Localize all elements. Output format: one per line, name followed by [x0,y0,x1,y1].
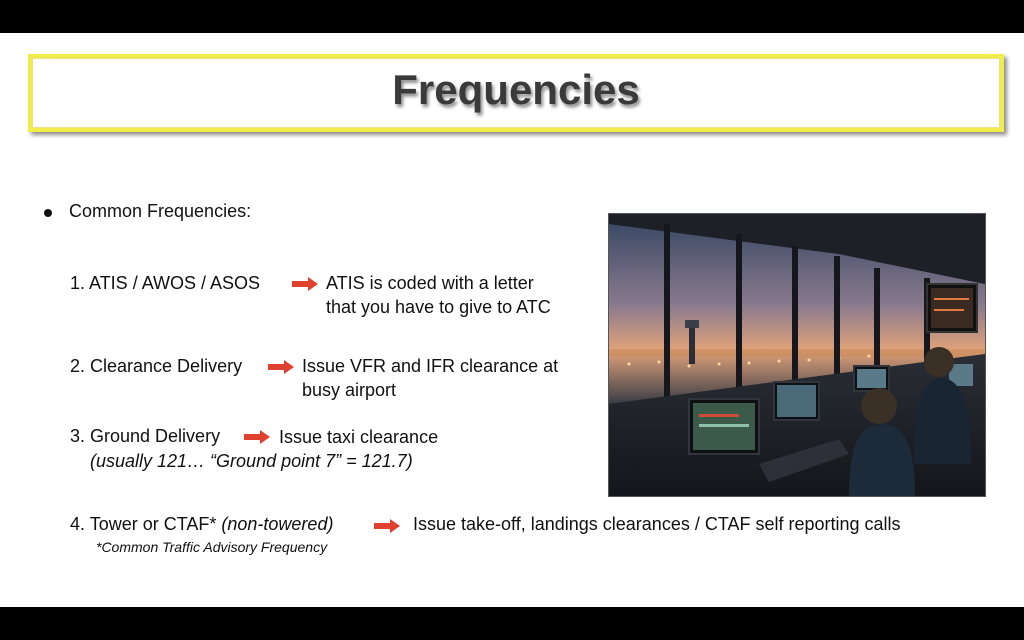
item-1-desc-line1: ATIS is coded with a letter [326,273,534,293]
letterbox-top [0,0,1024,33]
item-2-label: 2. Clearance Delivery [70,356,243,376]
slide-title: Frequencies [392,66,640,113]
item-3-note: (usually 121… “Ground point 7” = 121.7) [90,451,413,471]
item-3-desc: Issue taxi clearance [279,427,439,447]
slide [0,33,1024,607]
red-arrow-icon [244,430,270,444]
item-4-label-main: 4. Tower or CTAF* [70,514,217,534]
item-2-desc-line2: busy airport [302,380,397,400]
item-4-footnote: *Common Traffic Advisory Frequency [96,539,328,555]
item-4-label [70,514,333,535]
red-arrow-icon [268,360,294,374]
letterbox-bottom [0,607,1024,640]
bullet-dot [44,209,52,217]
control-tower-illustration [609,214,985,496]
bullet-heading: Common Frequencies: [69,201,252,221]
red-arrow-icon [292,277,318,291]
item-4-label-italic: (non-towered) [221,514,334,534]
item-1-label: 1. ATIS / AWOS / ASOS [70,273,261,293]
red-arrow-icon [374,519,400,533]
item-2-desc-line1: Issue VFR and IFR clearance at [302,356,559,376]
item-3-label: 3. Ground Delivery [70,426,221,446]
title-box [28,54,1004,132]
item-4-desc: Issue take-off, landings clearances / CTAF self reporting calls [413,514,901,534]
item-1-desc-line2: that you have to give to ATC [326,297,551,317]
control-tower-photo [608,213,986,497]
